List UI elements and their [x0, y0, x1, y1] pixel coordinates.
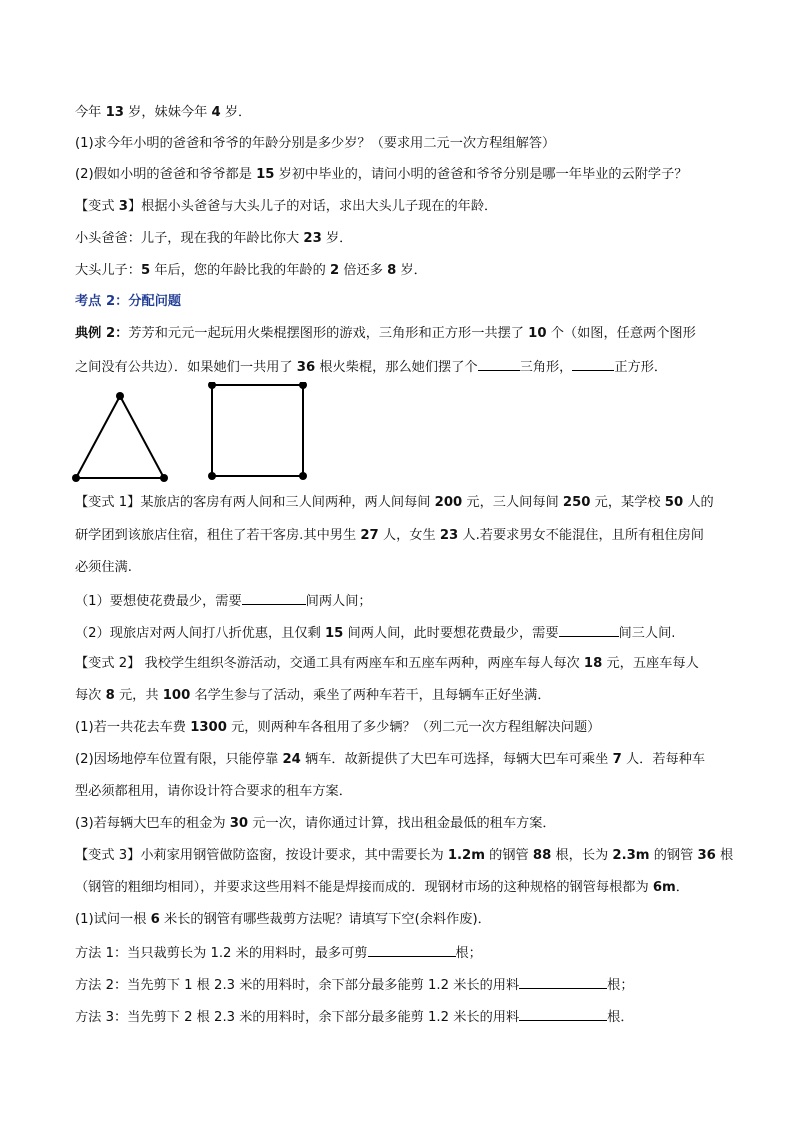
- answer-blank-method-1[interactable]: [368, 942, 456, 957]
- dialogue-son: 大头儿子：5 年后，您的年龄比我的年龄的 2 倍还多 8 岁．: [75, 263, 427, 278]
- answer-blank-triangle[interactable]: [478, 356, 520, 371]
- method-2: 方法 2：当先剪下 1 根 2.3 米的用料时，余下部分最多能剪 1.2 米长的用料 根；: [75, 974, 734, 996]
- variant-2-q1: (1)若一共花去车费 1300 元，则两种车各租用了多少辆？（列二元一次方程组解决问题）: [75, 720, 601, 735]
- answer-blank-two-person-rooms[interactable]: [242, 590, 306, 605]
- variant-1-q1: （1）要想使花费最少，需要 间两人间；: [75, 590, 734, 612]
- answer-blank-three-person-rooms[interactable]: [559, 622, 619, 637]
- question-2: (2)假如小明的爸爸和爷爷都是 15 岁初中毕业的，请问小明的爸爸和爷爷分别是哪一年毕业的云附学子？: [75, 167, 688, 182]
- variant-1-line1: 【变式 1】某旅店的客房有两人间和三人间两种，两人间每间 200 元，三人间每间 250 元，某学校 50 人的: [75, 495, 714, 510]
- variant-2-line2: 每次 8 元，共 100 名学生参与了活动，乘坐了两种车若干，且每辆车正好坐满．: [75, 688, 551, 703]
- variant-3b-q1: (1)试问一根 6 米长的钢管有哪些裁剪方法呢？请填写下空(余料作废)．: [75, 912, 491, 927]
- answer-blank-method-3[interactable]: [519, 1006, 607, 1021]
- question-1: (1)求今年小明的爸爸和爷爷的年龄分别是多少岁？（要求用二元一次方程组解答）: [75, 136, 556, 151]
- answer-blank-square[interactable]: [572, 356, 614, 371]
- variant-1-line3: 必须住满.: [75, 560, 132, 575]
- method-3: 方法 3：当先剪下 2 根 2.3 米的用料时，余下部分最多能剪 1.2 米长的用料 根．: [75, 1006, 734, 1028]
- variant-2-q3: (3)若每辆大巴车的租金为 30 元一次，请你通过计算，找出租金最低的租车方案．: [75, 816, 556, 831]
- dialogue-father: 小头爸爸：儿子，现在我的年龄比你大 23 岁．: [75, 231, 353, 246]
- square-figure: [208, 382, 307, 480]
- variant-1-q2: （2）现旅店对两人间打八折优惠，且仅剩 15 间两人间，此时要想花费最少，需要 间三人间.: [75, 622, 734, 644]
- variant-3b-line2: （钢管的粗细均相同），并要求这些用料不能是焊接而成的．现钢材市场的这种规格的钢管每根都为 6m．: [75, 880, 689, 895]
- answer-blank-method-2[interactable]: [519, 974, 607, 989]
- variant-2-q2-line1: (2)因场地停车位置有限，只能停靠 24 辆车．故新提供了大巴车可选择，每辆大巴车可乘坐 7 人．若每种车: [75, 752, 706, 767]
- triangle-figure: [72, 392, 168, 482]
- method-1: 方法 1：当只裁剪长为 1.2 米的用料时，最多可剪 根；: [75, 942, 734, 964]
- variant-3-heading: 【变式 3】根据小头爸爸与大头儿子的对话，求出大头儿子现在的年龄．: [75, 199, 498, 214]
- variant-2-line1: 【变式 2】 我校学生组织冬游活动，交通工具有两座车和五座车两种，两座车每人每次 18 元，五座车每人: [75, 656, 699, 671]
- example-2-line1: 典例 2：芳芳和元元一起玩用火柴棍摆图形的游戏，三角形和正方形一共摆了 10 个（如图，任意两个图形: [75, 326, 696, 341]
- section-heading: 考点 2：分配问题: [75, 294, 182, 309]
- text-line: 今年 13 岁，妹妹今年 4 岁．: [75, 105, 252, 120]
- variant-2-q2-line2: 型必须都租用，请你设计符合要求的租车方案．: [75, 784, 352, 799]
- matchstick-figures: [70, 382, 320, 482]
- variant-1-line2: 研学团到该旅店住宿，租住了若干客房.其中男生 27 人，女生 23 人.若要求男女不能混住，且所有租住房间: [75, 528, 704, 543]
- example-2-line2: 之间没有公共边）．如果她们一共用了 36 根火柴棍，那么她们摆了个 三角形， 正方形．: [75, 356, 734, 378]
- variant-3b-line1: 【变式 3】小莉家用钢管做防盗窗，按设计要求，其中需要长为 1.2m 的钢管 88 根，长为 2.3m 的钢管 36 根: [75, 848, 734, 863]
